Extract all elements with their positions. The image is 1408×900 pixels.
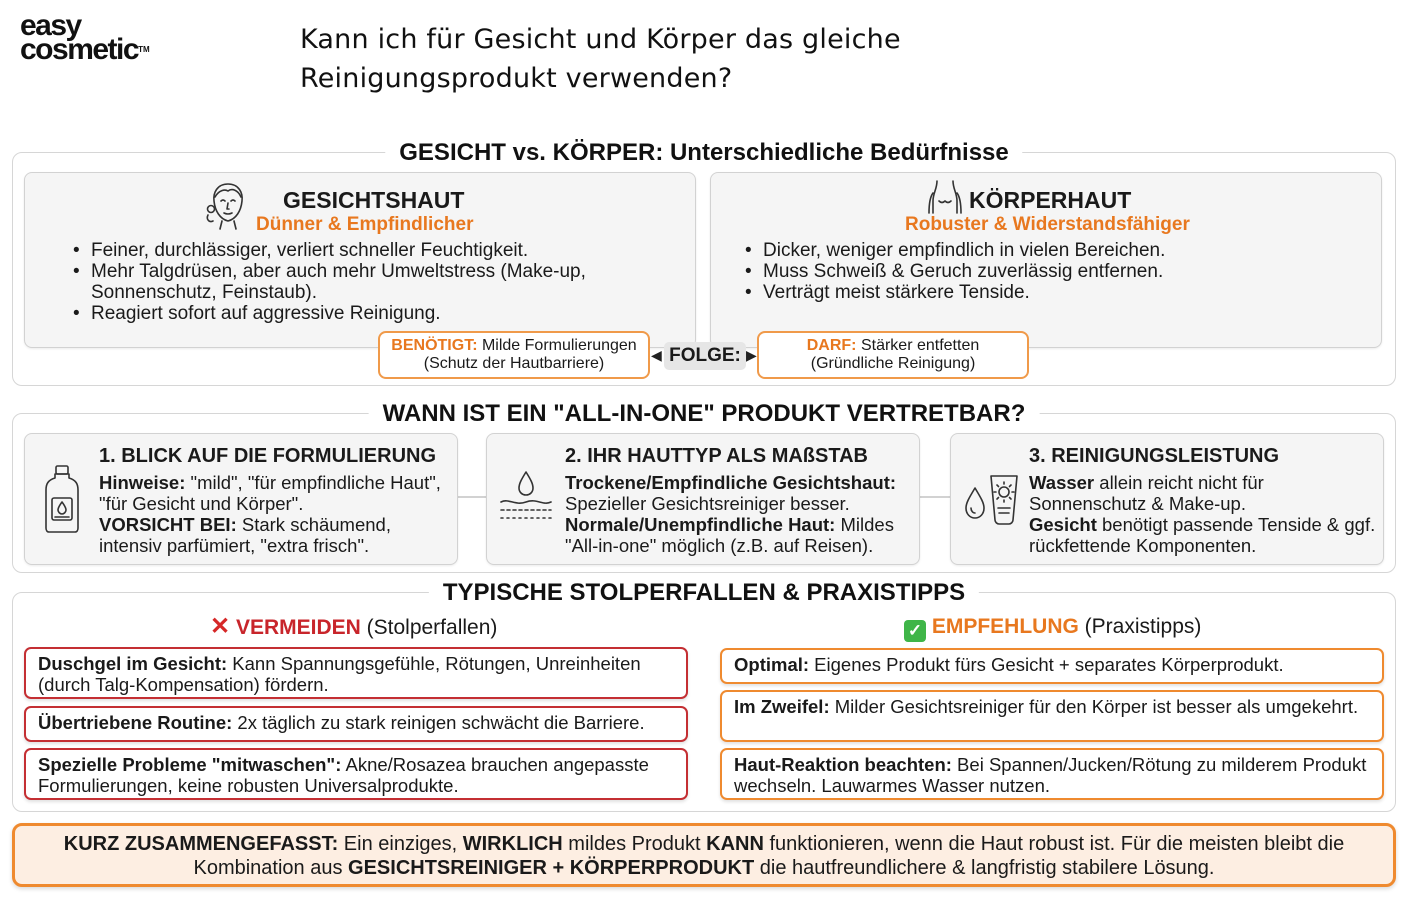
page-title [300,20,1060,98]
logo-line-2: cosmetic™ [20,33,150,66]
recommend-suffix: (Praxistipps) [1078,615,1202,638]
allowed-text: Stärker entfetten [860,337,980,354]
needs-pill [378,331,650,379]
body-bullet-2: • Muss Schweiß & Geruch zuverlässig entfernen. [743,261,1363,282]
avoid-column-heading [210,614,497,641]
criteria-card-3-label-2: Gesicht [1029,514,1097,535]
checkmark-icon: ✓ [904,620,926,642]
water-sunscreen-icon [961,470,1023,528]
bottle-icon [43,464,81,534]
allowed-label: DARF: [806,337,857,354]
body-card-heading: KÖRPERHAUT [969,187,1132,213]
summary-text-2: mildes Produkt [562,833,707,855]
avoid-item-3-label: Spezielle Probleme "mitwaschen": [38,754,342,775]
recommend-item-1-label: Optimal: [734,654,810,675]
arrow-left-icon: ◀ [651,348,662,364]
recommend-column-heading [904,614,1201,642]
needs-text: Milde Formulierungen [481,337,637,354]
summary-emph-3: GESICHTSREINIGER + KÖRPERPRODUKT [348,857,755,879]
recommend-item-2 [720,690,1384,742]
summary-text-1: Ein einziges, [338,833,463,855]
criteria-card-1-title: 1. BLICK AUF DIE FORMULIERUNG [99,445,437,467]
card-connector-1 [458,496,488,498]
needs-subtext: (Schutz der Hautbarriere) [423,355,605,372]
avoid-item-3-text: Akne/Rosazea brauchen angepasste Formulierungen, keine robusten Universalprodukte. [38,754,649,796]
criteria-card-1-text [99,472,451,556]
summary-label: KURZ ZUSAMMENGEFASST: [63,833,339,855]
criteria-card-2-text-2: Mildes "All-in-one" möglich (z.B. auf Reisen). [565,514,894,556]
face-bullet-2: • Mehr Talgdrüsen, aber auch mehr Umweltstress (Make-up, Sonnenschutz, Feinstaub). [71,261,671,303]
criteria-card-1-label-1: Hinweise: [99,472,186,493]
avoid-label: VERMEIDEN [235,616,361,639]
recommend-item-1 [720,648,1384,684]
page-title-line-2: Reinigungsprodukt verwenden? [300,63,733,94]
criteria-card-formulation [24,433,458,565]
criteria-card-2-title: 2. IHR HAUTTYP ALS MAßSTAB [565,445,868,467]
brand-logo [20,9,180,70]
avoid-suffix: (Stolperfallen) [360,616,498,639]
section-2-title: WANN IST EIN "ALL-IN-ONE" PRODUKT VERTRETBAR? [369,400,1040,428]
allowed-subtext: (Gründliche Reinigung) [810,355,976,372]
criteria-card-skin-type [486,433,920,565]
criteria-card-2-label-2: Normale/Unempfindliche Haut: [565,514,836,535]
body-bullet-3: • Verträgt meist stärkere Tenside. [743,282,1363,303]
criteria-card-cleansing [950,433,1384,565]
face-bullet-3: • Reagiert sofort auf aggressive Reinigung. [71,303,671,324]
avoid-item-2-label: Übertriebene Routine: [38,712,233,733]
avoid-item-1-label: Duschgel im Gesicht: [38,653,228,674]
criteria-card-2-text-1: Spezieller Gesichtsreiniger besser. [565,493,850,514]
face-card-subheading: Dünner & Empfindlicher [256,214,474,235]
card-connector-2 [920,496,950,498]
allowed-pill [757,331,1029,379]
torso-icon [927,179,963,215]
recommend-item-3-label: Haut-Reaktion beachten: [734,754,952,775]
logo-line-1: easy [20,9,81,42]
criteria-card-2-text [565,472,915,556]
face-card-bullets [71,240,671,324]
criteria-card-3-text-2: benötigt passende Tenside & ggf. rückfettende Komponenten. [1029,514,1376,556]
avoid-item-2 [24,706,688,742]
recommend-item-1-text: Eigenes Produkt fürs Gesicht + separates Körperprodukt. [809,654,1284,675]
face-skin-card [24,172,696,348]
avoid-item-1-text: Kann Spannungsgefühle, Rötungen, Unreinheiten (durch Talg-Kompensation) fördern. [38,653,641,695]
criteria-card-3-text [1029,472,1379,556]
consequence-label: FOLGE: [664,342,746,370]
summary-text-3: funktionieren, wenn die Haut robust ist. Für die meisten bleibt die Kombination aus [193,833,1345,879]
body-card-bullets [743,240,1363,303]
summary-emph-1: WIRKLICH [462,833,563,855]
criteria-card-3-text-1: allein reicht nicht für Sonnenschutz & Make-up. [1029,472,1264,514]
criteria-card-2-label-1: Trockene/Empfindliche Gesichtshaut: [565,472,897,493]
summary-text-4: die hautfreundlichere & langfristig stabilere Lösung. [754,857,1215,879]
summary-box [12,823,1396,887]
face-bullet-1: • Feiner, durchlässiger, verliert schneller Feuchtigkeit. [71,240,671,261]
summary-emph-2: KANN [706,833,764,855]
avoid-item-3 [24,748,688,800]
face-icon [205,179,251,231]
criteria-card-3-title: 3. REINIGUNGSLEISTUNG [1029,445,1280,467]
page-title-line-1: Kann ich für Gesicht und Körper das gleiche [300,24,901,55]
body-card-subheading: Robuster & Widerstandsfähiger [905,214,1190,235]
needs-label: BENÖTIGT: [391,337,478,354]
avoid-item-2-text: 2x täglich zu stark reinigen schwächt die Barriere. [232,712,645,733]
recommend-item-2-label: Im Zweifel: [734,696,830,717]
recommend-item-2-text: Milder Gesichtsreiniger für den Körper ist besser als umgekehrt. [829,696,1359,717]
section-3-title: TYPISCHE STOLPERFALLEN & PRAXISTIPPS [429,579,979,607]
recommend-item-3-text: Bei Spannen/Jucken/Rötung zu milderem Produkt wechseln. Lauwarmes Wasser nutzen. [734,754,1367,796]
criteria-card-3-label-1: Wasser [1029,472,1095,493]
section-1-title: GESICHT vs. KÖRPER: Unterschiedliche Bedürfnisse [385,139,1022,167]
cross-icon: ✕ [210,613,231,640]
recommend-item-3 [720,748,1384,800]
recommend-label: EMPFEHLUNG [931,615,1079,638]
body-bullet-1: • Dicker, weniger empfindlich in vielen Bereichen. [743,240,1363,261]
criteria-card-1-text-1: "mild", "für empfindliche Haut", "für Gesicht und Körper". [99,472,441,514]
criteria-card-1-text-2: Stark schäumend, intensiv parfümiert, "extra frisch". [99,514,391,556]
face-card-heading: GESICHTSHAUT [283,187,465,213]
avoid-item-1 [24,647,688,699]
body-skin-card [710,172,1382,348]
skin-drop-icon [497,468,555,524]
criteria-card-1-label-2: VORSICHT BEI: [99,514,237,535]
logo-trademark: TM [138,45,150,54]
arrow-right-icon: ▶ [746,348,757,364]
